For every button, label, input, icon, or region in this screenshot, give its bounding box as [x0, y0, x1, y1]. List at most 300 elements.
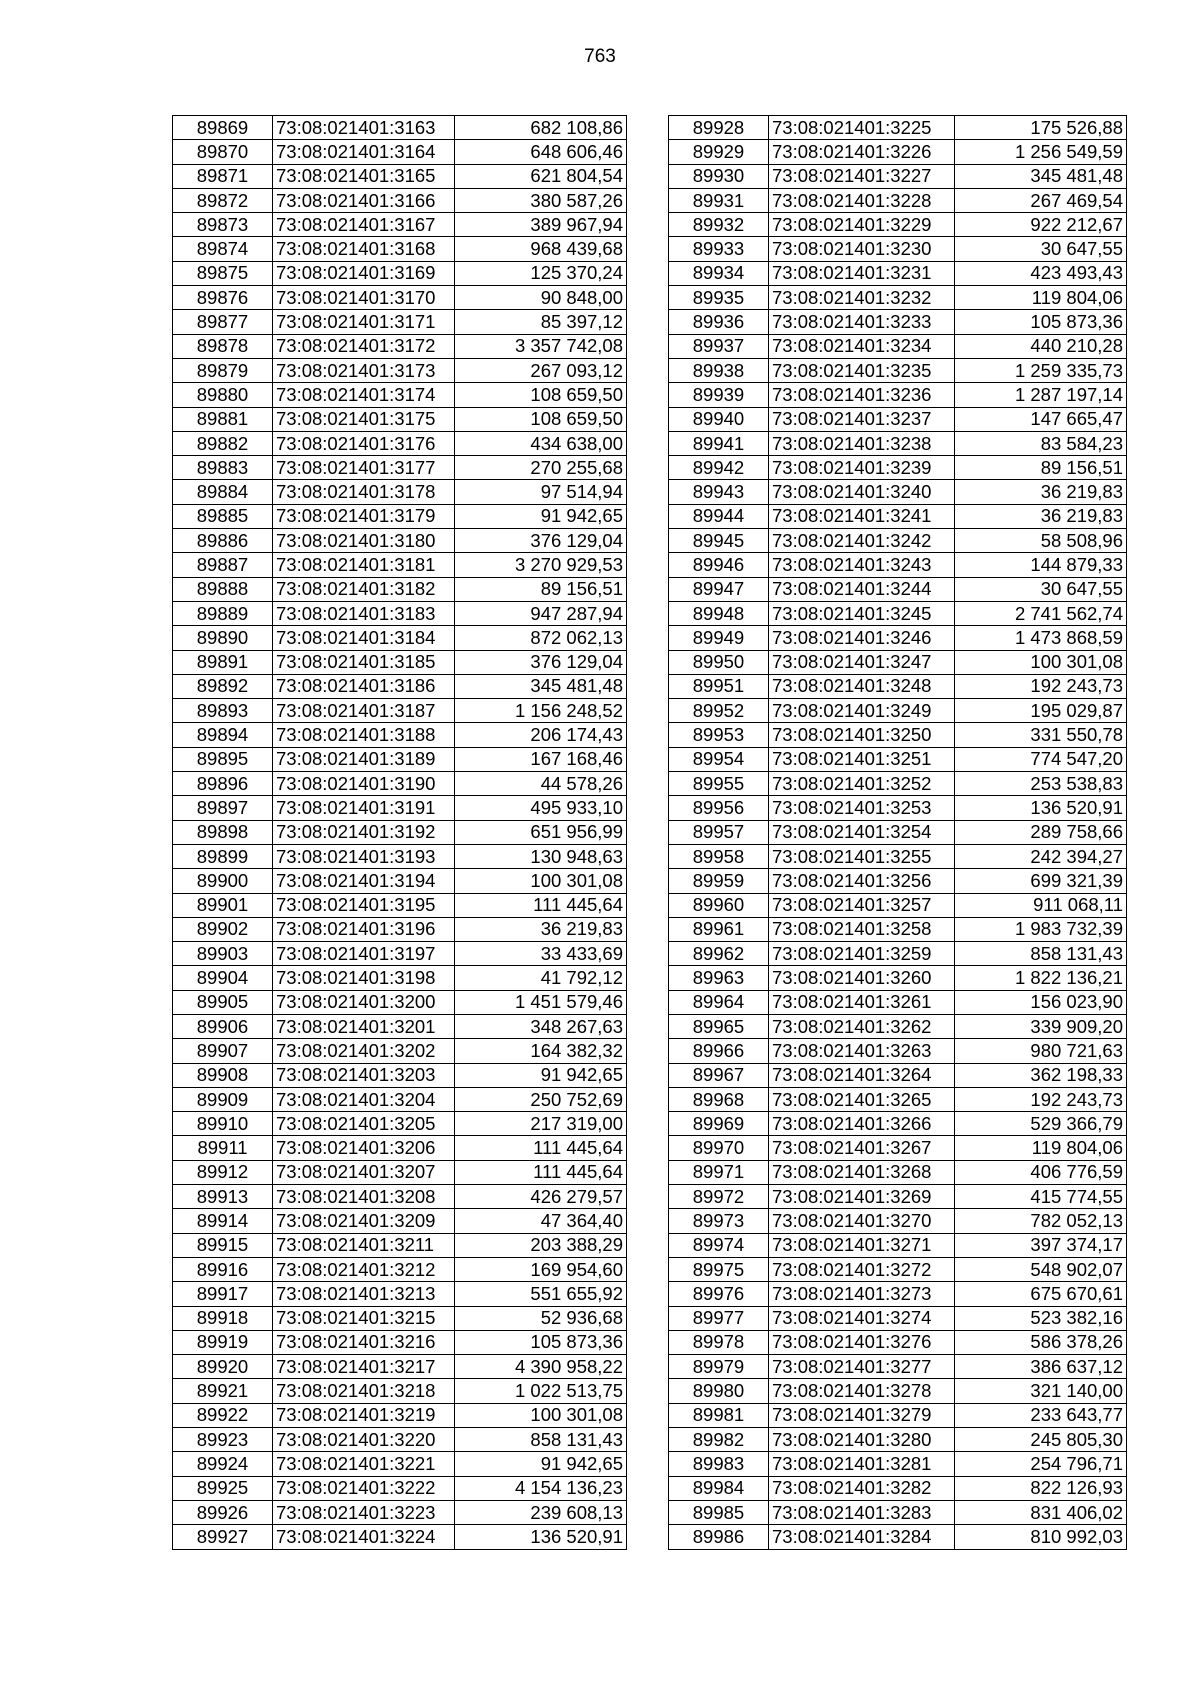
row-number-cell: 89914 [173, 1209, 273, 1233]
cadastral-value-cell: 980 721,63 [955, 1039, 1127, 1063]
cadastral-number-cell: 73:08:021401:3258 [769, 917, 955, 941]
table-row [173, 1355, 627, 1379]
row-number-cell: 89934 [669, 261, 769, 285]
cadastral-number-cell: 73:08:021401:3196 [273, 917, 455, 941]
row-number-cell: 89942 [669, 456, 769, 480]
table-row [173, 577, 627, 601]
cadastral-number-cell: 73:08:021401:3230 [769, 237, 955, 261]
cadastral-value-cell: 389 967,94 [455, 213, 627, 237]
table-row [669, 140, 1127, 164]
table-row [173, 237, 627, 261]
cadastral-number-cell: 73:08:021401:3177 [273, 456, 455, 480]
row-number-cell: 89915 [173, 1233, 273, 1257]
row-number-cell: 89880 [173, 383, 273, 407]
cadastral-value-cell: 1 983 732,39 [955, 917, 1127, 941]
cadastral-number-cell: 73:08:021401:3195 [273, 893, 455, 917]
row-number-cell: 89883 [173, 456, 273, 480]
table-row [669, 286, 1127, 310]
row-number-cell: 89950 [669, 650, 769, 674]
cadastral-value-cell: 91 942,65 [455, 504, 627, 528]
cadastral-number-cell: 73:08:021401:3202 [273, 1039, 455, 1063]
table-row [669, 529, 1127, 553]
cadastral-value-cell: 52 936,68 [455, 1306, 627, 1330]
table-row [669, 164, 1127, 188]
table-row [669, 942, 1127, 966]
row-number-cell: 89889 [173, 601, 273, 625]
cadastral-value-cell: 58 508,96 [955, 529, 1127, 553]
cadastral-number-cell: 73:08:021401:3254 [769, 820, 955, 844]
row-number-cell: 89931 [669, 188, 769, 212]
cadastral-value-cell: 782 052,13 [955, 1209, 1127, 1233]
table-row [173, 796, 627, 820]
cadastral-number-cell: 73:08:021401:3253 [769, 796, 955, 820]
table-row [669, 820, 1127, 844]
table-row [173, 893, 627, 917]
row-number-cell: 89870 [173, 140, 273, 164]
cadastral-number-cell: 73:08:021401:3208 [273, 1185, 455, 1209]
cadastral-number-cell: 73:08:021401:3182 [273, 577, 455, 601]
table-row [173, 1160, 627, 1184]
cadastral-number-cell: 73:08:021401:3245 [769, 601, 955, 625]
row-number-cell: 89874 [173, 237, 273, 261]
cadastral-number-cell: 73:08:021401:3191 [273, 796, 455, 820]
row-number-cell: 89916 [173, 1257, 273, 1281]
cadastral-value-cell: 44 578,26 [455, 772, 627, 796]
cadastral-value-cell: 397 374,17 [955, 1233, 1127, 1257]
table-row [669, 1233, 1127, 1257]
row-number-cell: 89923 [173, 1428, 273, 1452]
table-row [173, 844, 627, 868]
table-row [669, 1014, 1127, 1038]
table-row [173, 1112, 627, 1136]
table-row [173, 699, 627, 723]
table-row [173, 869, 627, 893]
cadastral-number-cell: 73:08:021401:3181 [273, 553, 455, 577]
cadastral-value-cell: 1 822 136,21 [955, 966, 1127, 990]
cadastral-number-cell: 73:08:021401:3235 [769, 358, 955, 382]
cadastral-value-cell: 872 062,13 [455, 626, 627, 650]
row-number-cell: 89892 [173, 674, 273, 698]
table-row [173, 990, 627, 1014]
table-row [669, 1379, 1127, 1403]
cadastral-number-cell: 73:08:021401:3204 [273, 1087, 455, 1111]
table-row [173, 650, 627, 674]
table-row [173, 1209, 627, 1233]
cadastral-value-cell: 89 156,51 [955, 456, 1127, 480]
cadastral-value-cell: 111 445,64 [455, 1160, 627, 1184]
row-number-cell: 89970 [669, 1136, 769, 1160]
cadastral-value-cell: 289 758,66 [955, 820, 1127, 844]
cadastral-number-cell: 73:08:021401:3194 [273, 869, 455, 893]
table-row [669, 1403, 1127, 1427]
row-number-cell: 89966 [669, 1039, 769, 1063]
table-row [173, 1039, 627, 1063]
cadastral-number-cell: 73:08:021401:3248 [769, 674, 955, 698]
cadastral-number-cell: 73:08:021401:3239 [769, 456, 955, 480]
row-number-cell: 89913 [173, 1185, 273, 1209]
cadastral-number-cell: 73:08:021401:3271 [769, 1233, 955, 1257]
row-number-cell: 89972 [669, 1185, 769, 1209]
cadastral-number-cell: 73:08:021401:3270 [769, 1209, 955, 1233]
cadastral-number-cell: 73:08:021401:3223 [273, 1500, 455, 1524]
cadastral-value-cell: 167 168,46 [455, 747, 627, 771]
cadastral-value-cell: 376 129,04 [455, 529, 627, 553]
row-number-cell: 89912 [173, 1160, 273, 1184]
table-row [669, 383, 1127, 407]
row-number-cell: 89928 [669, 116, 769, 140]
cadastral-value-cell: 119 804,06 [955, 286, 1127, 310]
table-row [173, 188, 627, 212]
table-row [173, 942, 627, 966]
cadastral-value-cell: 203 388,29 [455, 1233, 627, 1257]
table-row [173, 1452, 627, 1476]
row-number-cell: 89909 [173, 1087, 273, 1111]
cadastral-number-cell: 73:08:021401:3238 [769, 431, 955, 455]
table-row [173, 1185, 627, 1209]
row-number-cell: 89888 [173, 577, 273, 601]
row-number-cell: 89887 [173, 553, 273, 577]
row-number-cell: 89986 [669, 1525, 769, 1549]
row-number-cell: 89885 [173, 504, 273, 528]
cadastral-number-cell: 73:08:021401:3277 [769, 1355, 955, 1379]
cadastral-value-cell: 270 255,68 [455, 456, 627, 480]
table-row [173, 261, 627, 285]
row-number-cell: 89977 [669, 1306, 769, 1330]
cadastral-value-cell: 267 469,54 [955, 188, 1127, 212]
cadastral-number-cell: 73:08:021401:3240 [769, 480, 955, 504]
row-number-cell: 89891 [173, 650, 273, 674]
table-row [669, 188, 1127, 212]
cadastral-value-cell: 682 108,86 [455, 116, 627, 140]
cadastral-value-cell: 239 608,13 [455, 1500, 627, 1524]
row-number-cell: 89899 [173, 844, 273, 868]
table-row [669, 893, 1127, 917]
cadastral-number-cell: 73:08:021401:3282 [769, 1476, 955, 1500]
table-row [173, 723, 627, 747]
cadastral-number-cell: 73:08:021401:3163 [273, 116, 455, 140]
cadastral-value-cell: 30 647,55 [955, 577, 1127, 601]
cadastral-number-cell: 73:08:021401:3164 [273, 140, 455, 164]
cadastral-number-cell: 73:08:021401:3281 [769, 1452, 955, 1476]
cadastral-value-cell: 495 933,10 [455, 796, 627, 820]
cadastral-value-cell: 195 029,87 [955, 699, 1127, 723]
cadastral-value-cell: 41 792,12 [455, 966, 627, 990]
table-row [669, 504, 1127, 528]
cadastral-number-cell: 73:08:021401:3188 [273, 723, 455, 747]
cadastral-number-cell: 73:08:021401:3185 [273, 650, 455, 674]
row-number-cell: 89964 [669, 990, 769, 1014]
row-number-cell: 89875 [173, 261, 273, 285]
row-number-cell: 89985 [669, 1500, 769, 1524]
table-row [173, 286, 627, 310]
row-number-cell: 89925 [173, 1476, 273, 1500]
row-number-cell: 89956 [669, 796, 769, 820]
table-row [173, 1233, 627, 1257]
row-number-cell: 89917 [173, 1282, 273, 1306]
table-row [669, 213, 1127, 237]
table-row [669, 456, 1127, 480]
row-number-cell: 89941 [669, 431, 769, 455]
cadastral-number-cell: 73:08:021401:3168 [273, 237, 455, 261]
cadastral-value-cell: 551 655,92 [455, 1282, 627, 1306]
row-number-cell: 89947 [669, 577, 769, 601]
cadastral-value-cell: 968 439,68 [455, 237, 627, 261]
row-number-cell: 89945 [669, 529, 769, 553]
row-number-cell: 89951 [669, 674, 769, 698]
table-row [669, 844, 1127, 868]
cadastral-number-cell: 73:08:021401:3187 [273, 699, 455, 723]
cadastral-value-cell: 1 259 335,73 [955, 358, 1127, 382]
cadastral-number-cell: 73:08:021401:3279 [769, 1403, 955, 1427]
row-number-cell: 89969 [669, 1112, 769, 1136]
cadastral-value-cell: 675 670,61 [955, 1282, 1127, 1306]
cadastral-value-cell: 125 370,24 [455, 261, 627, 285]
cadastral-number-cell: 73:08:021401:3166 [273, 188, 455, 212]
table-row [669, 431, 1127, 455]
row-number-cell: 89961 [669, 917, 769, 941]
cadastral-value-cell: 100 301,08 [955, 650, 1127, 674]
cadastral-value-cell: 89 156,51 [455, 577, 627, 601]
table-row [669, 1428, 1127, 1452]
row-number-cell: 89948 [669, 601, 769, 625]
table-row [173, 456, 627, 480]
cadastral-number-cell: 73:08:021401:3170 [273, 286, 455, 310]
table-row [669, 116, 1127, 140]
cadastral-number-cell: 73:08:021401:3189 [273, 747, 455, 771]
cadastral-value-cell: 699 321,39 [955, 869, 1127, 893]
cadastral-number-cell: 73:08:021401:3193 [273, 844, 455, 868]
cadastral-value-cell: 831 406,02 [955, 1500, 1127, 1524]
cadastral-number-cell: 73:08:021401:3251 [769, 747, 955, 771]
cadastral-number-cell: 73:08:021401:3203 [273, 1063, 455, 1087]
cadastral-number-cell: 73:08:021401:3174 [273, 383, 455, 407]
table-row [173, 504, 627, 528]
row-number-cell: 89922 [173, 1403, 273, 1427]
row-number-cell: 89877 [173, 310, 273, 334]
cadastral-number-cell: 73:08:021401:3218 [273, 1379, 455, 1403]
cadastral-number-cell: 73:08:021401:3273 [769, 1282, 955, 1306]
cadastral-value-cell: 911 068,11 [955, 893, 1127, 917]
cadastral-value-cell: 206 174,43 [455, 723, 627, 747]
cadastral-number-cell: 73:08:021401:3262 [769, 1014, 955, 1038]
cadastral-value-cell: 192 243,73 [955, 1087, 1127, 1111]
table-row [669, 1112, 1127, 1136]
row-number-cell: 89980 [669, 1379, 769, 1403]
row-number-cell: 89971 [669, 1160, 769, 1184]
row-number-cell: 89876 [173, 286, 273, 310]
cadastral-number-cell: 73:08:021401:3171 [273, 310, 455, 334]
cadastral-number-cell: 73:08:021401:3184 [273, 626, 455, 650]
cadastral-number-cell: 73:08:021401:3205 [273, 1112, 455, 1136]
row-number-cell: 89932 [669, 213, 769, 237]
table-row [669, 1500, 1127, 1524]
row-number-cell: 89960 [669, 893, 769, 917]
cadastral-number-cell: 73:08:021401:3197 [273, 942, 455, 966]
page-number: 763 [584, 46, 616, 67]
cadastral-number-cell: 73:08:021401:3261 [769, 990, 955, 1014]
table-row [173, 917, 627, 941]
table-row [669, 674, 1127, 698]
row-number-cell: 89898 [173, 820, 273, 844]
cadastral-value-cell: 33 433,69 [455, 942, 627, 966]
cadastral-value-cell: 85 397,12 [455, 310, 627, 334]
row-number-cell: 89918 [173, 1306, 273, 1330]
cadastral-number-cell: 73:08:021401:3192 [273, 820, 455, 844]
cadastral-number-cell: 73:08:021401:3237 [769, 407, 955, 431]
cadastral-number-cell: 73:08:021401:3169 [273, 261, 455, 285]
cadastral-number-cell: 73:08:021401:3280 [769, 1428, 955, 1452]
row-number-cell: 89881 [173, 407, 273, 431]
cadastral-value-cell: 83 584,23 [955, 431, 1127, 455]
table-row [173, 820, 627, 844]
cadastral-value-cell: 523 382,16 [955, 1306, 1127, 1330]
cadastral-value-cell: 105 873,36 [955, 310, 1127, 334]
table-row [173, 383, 627, 407]
row-number-cell: 89929 [669, 140, 769, 164]
table-row [173, 1428, 627, 1452]
cadastral-number-cell: 73:08:021401:3231 [769, 261, 955, 285]
cadastral-value-cell: 339 909,20 [955, 1014, 1127, 1038]
row-number-cell: 89976 [669, 1282, 769, 1306]
table-row [173, 747, 627, 771]
cadastral-number-cell: 73:08:021401:3172 [273, 334, 455, 358]
cadastral-value-cell: 440 210,28 [955, 334, 1127, 358]
table-row [669, 772, 1127, 796]
cadastral-number-cell: 73:08:021401:3211 [273, 1233, 455, 1257]
table-row [173, 1282, 627, 1306]
cadastral-number-cell: 73:08:021401:3284 [769, 1525, 955, 1549]
table-row [669, 1476, 1127, 1500]
cadastral-number-cell: 73:08:021401:3225 [769, 116, 955, 140]
row-number-cell: 89936 [669, 310, 769, 334]
table-row [669, 747, 1127, 771]
cadastral-number-cell: 73:08:021401:3260 [769, 966, 955, 990]
row-number-cell: 89871 [173, 164, 273, 188]
table-row [173, 553, 627, 577]
cadastral-number-cell: 73:08:021401:3198 [273, 966, 455, 990]
cadastral-value-cell: 36 219,83 [455, 917, 627, 941]
cadastral-number-cell: 73:08:021401:3206 [273, 1136, 455, 1160]
cadastral-number-cell: 73:08:021401:3232 [769, 286, 955, 310]
cadastral-value-cell: 47 364,40 [455, 1209, 627, 1233]
row-number-cell: 89962 [669, 942, 769, 966]
cadastral-value-cell: 36 219,83 [955, 480, 1127, 504]
row-number-cell: 89906 [173, 1014, 273, 1038]
row-number-cell: 89952 [669, 699, 769, 723]
cadastral-value-cell: 254 796,71 [955, 1452, 1127, 1476]
table-row [173, 1476, 627, 1500]
cadastral-number-cell: 73:08:021401:3252 [769, 772, 955, 796]
cadastral-value-cell: 91 942,65 [455, 1452, 627, 1476]
cadastral-value-cell: 648 606,46 [455, 140, 627, 164]
cadastral-value-cell: 3 357 742,08 [455, 334, 627, 358]
table-row [669, 577, 1127, 601]
cadastral-number-cell: 73:08:021401:3257 [769, 893, 955, 917]
cadastral-value-cell: 130 948,63 [455, 844, 627, 868]
table-row [669, 990, 1127, 1014]
cadastral-value-cell: 169 954,60 [455, 1257, 627, 1281]
cadastral-value-cell: 621 804,54 [455, 164, 627, 188]
row-number-cell: 89921 [173, 1379, 273, 1403]
table-row [173, 966, 627, 990]
table-row [669, 723, 1127, 747]
cadastral-value-cell: 233 643,77 [955, 1403, 1127, 1427]
table-row [669, 699, 1127, 723]
cadastral-value-cell: 1 451 579,46 [455, 990, 627, 1014]
cadastral-value-cell: 922 212,67 [955, 213, 1127, 237]
table-row [173, 407, 627, 431]
cadastral-number-cell: 73:08:021401:3243 [769, 553, 955, 577]
table-row [669, 626, 1127, 650]
cadastral-number-cell: 73:08:021401:3173 [273, 358, 455, 382]
cadastral-value-cell: 245 805,30 [955, 1428, 1127, 1452]
cadastral-number-cell: 73:08:021401:3175 [273, 407, 455, 431]
cadastral-number-cell: 73:08:021401:3212 [273, 1257, 455, 1281]
cadastral-number-cell: 73:08:021401:3183 [273, 601, 455, 625]
cadastral-number-cell: 73:08:021401:3178 [273, 480, 455, 504]
table-row [669, 358, 1127, 382]
cadastral-value-cell: 30 647,55 [955, 237, 1127, 261]
row-number-cell: 89943 [669, 480, 769, 504]
row-number-cell: 89893 [173, 699, 273, 723]
table-row [669, 1063, 1127, 1087]
cadastral-value-cell: 4 390 958,22 [455, 1355, 627, 1379]
row-number-cell: 89938 [669, 358, 769, 382]
cadastral-value-cell: 1 256 549,59 [955, 140, 1127, 164]
cadastral-number-cell: 73:08:021401:3224 [273, 1525, 455, 1549]
row-number-cell: 89924 [173, 1452, 273, 1476]
cadastral-value-cell: 105 873,36 [455, 1330, 627, 1354]
table-row [173, 1403, 627, 1427]
cadastral-value-cell: 4 154 136,23 [455, 1476, 627, 1500]
cadastral-value-cell: 376 129,04 [455, 650, 627, 674]
row-number-cell: 89955 [669, 772, 769, 796]
cadastral-number-cell: 73:08:021401:3266 [769, 1112, 955, 1136]
cadastral-value-cell: 947 287,94 [455, 601, 627, 625]
row-number-cell: 89908 [173, 1063, 273, 1087]
cadastral-value-cell: 423 493,43 [955, 261, 1127, 285]
table-row [669, 1282, 1127, 1306]
row-number-cell: 89954 [669, 747, 769, 771]
table-row [173, 1379, 627, 1403]
row-number-cell: 89968 [669, 1087, 769, 1111]
row-number-cell: 89965 [669, 1014, 769, 1038]
register-table-left [172, 115, 627, 1550]
row-number-cell: 89901 [173, 893, 273, 917]
cadastral-value-cell: 91 942,65 [455, 1063, 627, 1087]
table-row [669, 1306, 1127, 1330]
row-number-cell: 89957 [669, 820, 769, 844]
cadastral-number-cell: 73:08:021401:3269 [769, 1185, 955, 1209]
row-number-cell: 89953 [669, 723, 769, 747]
table-row [669, 1087, 1127, 1111]
table-row [173, 601, 627, 625]
cadastral-value-cell: 1 287 197,14 [955, 383, 1127, 407]
row-number-cell: 89878 [173, 334, 273, 358]
table-row [173, 772, 627, 796]
table-row [669, 917, 1127, 941]
row-number-cell: 89983 [669, 1452, 769, 1476]
cadastral-value-cell: 250 752,69 [455, 1087, 627, 1111]
row-number-cell: 89920 [173, 1355, 273, 1379]
cadastral-number-cell: 73:08:021401:3242 [769, 529, 955, 553]
table-row [669, 334, 1127, 358]
table-row [669, 796, 1127, 820]
cadastral-value-cell: 858 131,43 [455, 1428, 627, 1452]
cadastral-number-cell: 73:08:021401:3263 [769, 1039, 955, 1063]
row-number-cell: 89946 [669, 553, 769, 577]
cadastral-number-cell: 73:08:021401:3246 [769, 626, 955, 650]
